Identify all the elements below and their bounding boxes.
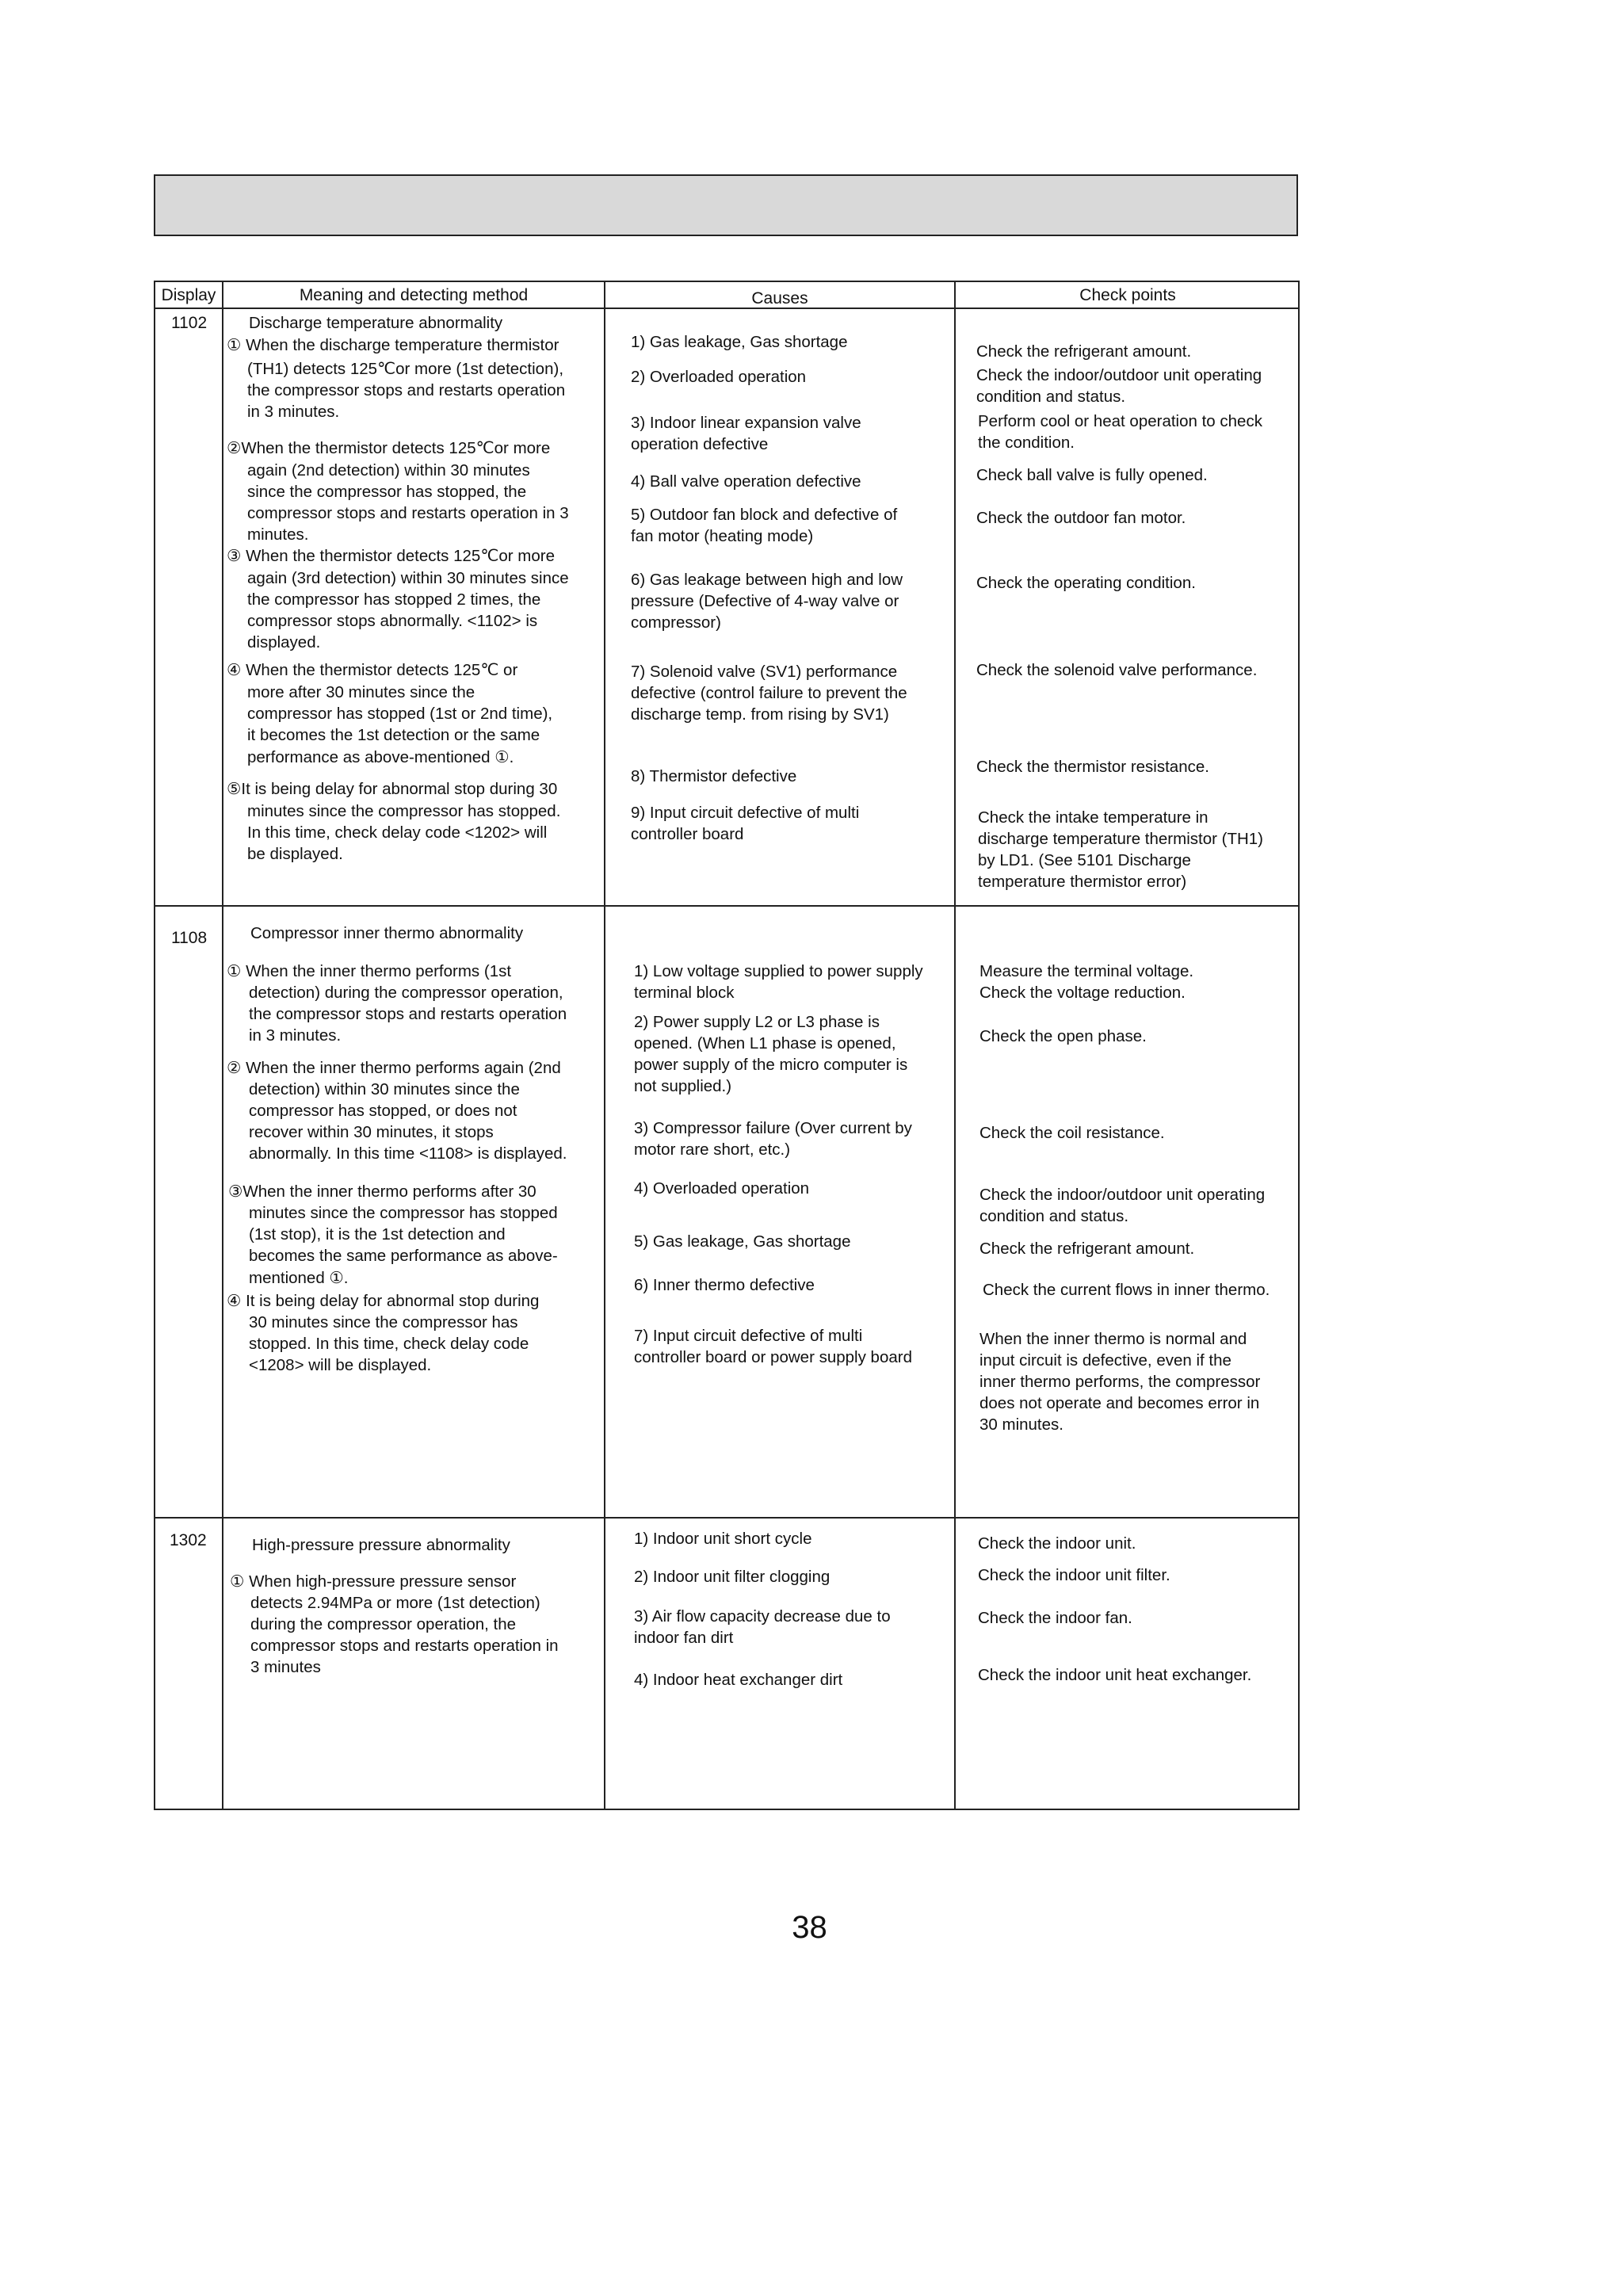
row-divider-2 [155, 1517, 1298, 1519]
meaning-line: ④ It is being delay for abnormal stop during [227, 1292, 540, 1310]
check-line: the condition. [978, 434, 1075, 452]
meaning-line: minutes since the compressor has stopped. [247, 802, 561, 820]
check-line: Check the voltage reduction. [979, 984, 1186, 1002]
cause-line: discharge temp. from rising by SV1) [631, 705, 889, 724]
check-line: Check the current flows in inner thermo. [983, 1281, 1270, 1299]
cause-line: indoor fan dirt [634, 1629, 734, 1647]
check-line: does not operate and becomes error in [979, 1394, 1260, 1412]
meaning-line: be displayed. [247, 845, 343, 863]
cause-line: 5) Outdoor fan block and defective of [631, 506, 898, 524]
row-divider-1 [155, 905, 1298, 907]
check-line: Check the refrigerant amount. [979, 1240, 1195, 1258]
cause-line: controller board [631, 825, 744, 843]
meaning-line: compressor has stopped, or does not [249, 1102, 517, 1120]
col-divider-display [222, 282, 223, 1809]
meaning-line: in 3 minutes. [249, 1026, 342, 1045]
check-line: input circuit is defective, even if the [979, 1351, 1231, 1370]
cause-line: 1) Gas leakage, Gas shortage [631, 333, 848, 351]
meaning-line: the compressor stops and restarts operation [249, 1005, 567, 1023]
cause-line: compressor) [631, 613, 721, 632]
meaning-line: detects 2.94MPa or more (1st detection) [250, 1594, 540, 1612]
cause-line: terminal block [634, 984, 735, 1002]
row-code: 1108 [171, 929, 208, 947]
meaning-line: ④ When the thermistor detects 125℃ or [227, 661, 518, 679]
meaning-line: again (2nd detection) within 30 minutes [247, 461, 530, 479]
check-line: Check the indoor/outdoor unit operating [976, 366, 1262, 384]
meaning-line: compressor has stopped (1st or 2nd time), [247, 705, 553, 723]
cause-line: 7) Input circuit defective of multi [634, 1327, 863, 1345]
check-line: Check the indoor unit heat exchanger. [978, 1666, 1252, 1684]
meaning-line: ① When high-pressure pressure sensor [230, 1572, 517, 1591]
check-line: Check the indoor unit filter. [978, 1566, 1170, 1584]
cause-line: opened. (When L1 phase is opened, [634, 1034, 896, 1052]
row-title: Compressor inner thermo abnormality [250, 924, 524, 942]
cause-line: power supply of the micro computer is [634, 1056, 908, 1074]
check-line: condition and status. [976, 388, 1126, 406]
check-line: Measure the terminal voltage. [979, 962, 1194, 980]
cause-line: 8) Thermistor defective [631, 767, 797, 785]
meaning-line: again (3rd detection) within 30 minutes since [247, 569, 569, 587]
column-header-causes: Causes [751, 289, 808, 308]
meaning-line: detection) during the compressor operation, [249, 984, 563, 1002]
meaning-line: 30 minutes since the compressor has [249, 1313, 518, 1331]
meaning-line: ③When the inner thermo performs after 30 [228, 1182, 536, 1201]
meaning-line: <1208> will be displayed. [249, 1356, 432, 1374]
cause-line: 3) Air flow capacity decrease due to [634, 1607, 891, 1626]
cause-line: 7) Solenoid valve (SV1) performance [631, 663, 898, 681]
cause-line: 4) Ball valve operation defective [631, 472, 861, 491]
cause-line: motor rare short, etc.) [634, 1140, 791, 1159]
meaning-line: becomes the same performance as above- [249, 1247, 558, 1265]
check-line: Check the indoor/outdoor unit operating [979, 1186, 1266, 1204]
check-line: condition and status. [979, 1207, 1129, 1225]
cause-line: 2) Power supply L2 or L3 phase is [634, 1013, 880, 1031]
cause-line: defective (control failure to prevent the [631, 684, 907, 702]
meaning-line: minutes since the compressor has stopped [249, 1204, 558, 1222]
meaning-line: ② When the inner thermo performs again (2nd [227, 1059, 561, 1077]
check-line: Check ball valve is fully opened. [976, 466, 1208, 484]
check-line: inner thermo performs, the compressor [979, 1373, 1261, 1391]
meaning-line: displayed. [247, 633, 321, 651]
column-header-meaning: Meaning and detecting method [299, 286, 529, 304]
cause-line: fan motor (heating mode) [631, 527, 814, 545]
meaning-line: the compressor stops and restarts operation [247, 381, 566, 399]
row-code: 1302 [170, 1531, 207, 1549]
cause-line: 3) Compressor failure (Over current by [634, 1119, 912, 1137]
meaning-line: during the compressor operation, the [250, 1615, 517, 1633]
check-line: discharge temperature thermistor (TH1) [978, 830, 1264, 848]
cause-line: 1) Low voltage supplied to power supply [634, 962, 923, 980]
cause-line: operation defective [631, 435, 769, 453]
meaning-line: the compressor has stopped 2 times, the [247, 590, 541, 609]
meaning-line: abnormally. In this time <1108> is displayed. [249, 1144, 567, 1163]
meaning-line: stopped. In this time, check delay code [249, 1335, 529, 1353]
meaning-line: it becomes the 1st detection or the same [247, 726, 540, 744]
meaning-line: since the compressor has stopped, the [247, 483, 527, 501]
check-line: When the inner thermo is normal and [979, 1330, 1247, 1348]
check-line: Check the indoor unit. [978, 1534, 1136, 1553]
row-title: Discharge temperature abnormality [249, 314, 503, 332]
column-header-display: Display [161, 286, 216, 304]
error-code-table [154, 281, 1300, 1810]
cause-line: 2) Overloaded operation [631, 368, 807, 386]
cause-line: 6) Gas leakage between high and low [631, 571, 903, 589]
cause-line: pressure (Defective of 4-way valve or [631, 592, 899, 610]
check-line: temperature thermistor error) [978, 873, 1187, 891]
meaning-line: (1st stop), it is the 1st detection and [249, 1225, 506, 1244]
cause-line: 5) Gas leakage, Gas shortage [634, 1232, 851, 1251]
check-line: Check the coil resistance. [979, 1124, 1165, 1142]
col-divider-meaning [604, 282, 605, 1809]
check-line: 30 minutes. [979, 1415, 1063, 1434]
check-line: Check the thermistor resistance. [976, 758, 1209, 776]
check-line: Check the operating condition. [976, 574, 1196, 592]
meaning-line: performance as above-mentioned ①. [247, 748, 514, 766]
cause-line: 6) Inner thermo defective [634, 1276, 815, 1294]
meaning-line: ②When the thermistor detects 125℃or more [227, 439, 551, 457]
col-divider-causes [954, 282, 956, 1809]
meaning-line: compressor stops and restarts operation in 3 [247, 504, 569, 522]
meaning-line: ⑤It is being delay for abnormal stop during 30 [227, 780, 558, 798]
cause-line: controller board or power supply board [634, 1348, 912, 1366]
header-bar [154, 174, 1298, 236]
cause-line: 4) Indoor heat exchanger dirt [634, 1671, 843, 1689]
cause-line: not supplied.) [634, 1077, 732, 1095]
cause-line: 2) Indoor unit filter clogging [634, 1568, 831, 1586]
meaning-line: in 3 minutes. [247, 403, 340, 421]
cause-line: 4) Overloaded operation [634, 1179, 810, 1198]
check-line: Check the indoor fan. [978, 1609, 1132, 1627]
check-line: Check the solenoid valve performance. [976, 661, 1258, 679]
meaning-line: In this time, check delay code <1202> will [247, 823, 548, 842]
row-code: 1102 [171, 314, 208, 332]
check-line: Check the intake temperature in [978, 808, 1209, 827]
meaning-line: mentioned ①. [249, 1269, 349, 1287]
cause-line: 1) Indoor unit short cycle [634, 1530, 812, 1548]
meaning-line: ③ When the thermistor detects 125℃or more [227, 547, 555, 565]
meaning-line: recover within 30 minutes, it stops [249, 1123, 494, 1141]
row-title: High-pressure pressure abnormality [252, 1536, 510, 1554]
meaning-line: compressor stops abnormally. <1102> is [247, 612, 538, 630]
meaning-line: detection) within 30 minutes since the [249, 1080, 520, 1098]
meaning-line: more after 30 minutes since the [247, 683, 475, 701]
check-line: Perform cool or heat operation to check [978, 412, 1262, 430]
check-line: by LD1. (See 5101 Discharge [978, 851, 1191, 869]
meaning-line: 3 minutes [250, 1658, 321, 1676]
meaning-line: ① When the inner thermo performs (1st [227, 962, 512, 980]
check-line: Check the outdoor fan motor. [976, 509, 1186, 527]
meaning-line: (TH1) detects 125℃or more (1st detection), [247, 360, 564, 378]
check-line: Check the refrigerant amount. [976, 342, 1192, 361]
meaning-line: ① When the discharge temperature thermistor [227, 336, 559, 354]
cause-line: 9) Input circuit defective of multi [631, 804, 860, 822]
meaning-line: compressor stops and restarts operation in [250, 1637, 559, 1655]
page-number: 38 [792, 1910, 827, 1945]
meaning-line: minutes. [247, 525, 309, 544]
check-line: Check the open phase. [979, 1027, 1147, 1045]
column-header-check-points: Check points [1079, 286, 1176, 304]
cause-line: 3) Indoor linear expansion valve [631, 414, 861, 432]
